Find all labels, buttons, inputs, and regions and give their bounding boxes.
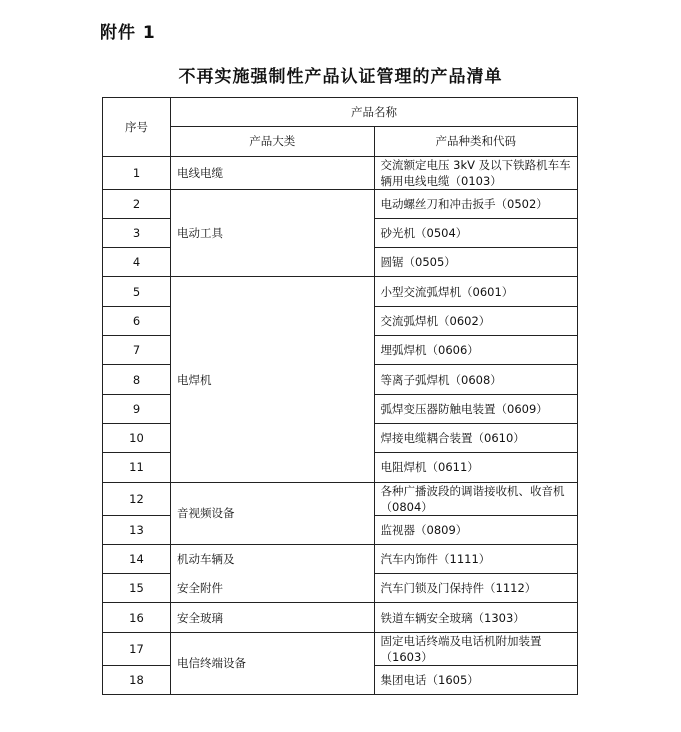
row-seq: 17 bbox=[103, 632, 171, 665]
row-seq: 3 bbox=[103, 218, 171, 247]
row-seq: 7 bbox=[103, 336, 171, 365]
row-product: 固定电话终端及电话机附加装置（1603） bbox=[374, 632, 578, 665]
row-seq: 13 bbox=[103, 515, 171, 544]
document-title: 不再实施强制性产品认证管理的产品清单 bbox=[178, 67, 503, 87]
row-seq: 8 bbox=[103, 365, 171, 394]
row-product: 监视器（0809） bbox=[374, 515, 578, 544]
table-row bbox=[103, 574, 578, 603]
attachment-label: 附件 1 bbox=[100, 23, 156, 43]
header-seq: 序号 bbox=[103, 98, 171, 157]
row-product: 交流弧焊机（0602） bbox=[374, 306, 578, 335]
row-product: 电动螺丝刀和冲击扳手（0502） bbox=[374, 189, 578, 218]
row-product: 汽车内饰件（1111） bbox=[374, 544, 578, 573]
row-seq: 18 bbox=[103, 665, 171, 694]
row-seq: 15 bbox=[103, 574, 171, 603]
row-category: 机动车辆及 bbox=[171, 544, 375, 573]
table-header-row bbox=[103, 98, 578, 127]
table-row bbox=[103, 189, 578, 218]
row-product: 砂光机（0504） bbox=[374, 218, 578, 247]
row-seq: 16 bbox=[103, 603, 171, 632]
row-category: 音视频设备 bbox=[171, 482, 375, 544]
row-seq: 5 bbox=[103, 277, 171, 306]
table-row bbox=[103, 632, 578, 665]
row-product: 埋弧焊机（0606） bbox=[374, 336, 578, 365]
header-category: 产品大类 bbox=[171, 127, 375, 156]
row-seq: 4 bbox=[103, 248, 171, 277]
row-product: 小型交流弧焊机（0601） bbox=[374, 277, 578, 306]
row-category: 安全玻璃 bbox=[171, 603, 375, 632]
table-row bbox=[103, 603, 578, 632]
row-product: 弧焊变压器防触电装置（0609） bbox=[374, 394, 578, 423]
row-seq: 11 bbox=[103, 453, 171, 482]
table-row bbox=[103, 277, 578, 306]
table-subheader-row bbox=[103, 127, 578, 156]
row-seq: 14 bbox=[103, 544, 171, 573]
row-product: 等离子弧焊机（0608） bbox=[374, 365, 578, 394]
row-category: 电焊机 bbox=[171, 277, 375, 482]
row-category: 电信终端设备 bbox=[171, 632, 375, 694]
row-product: 交流额定电压 3kV 及以下铁路机车车辆用电线电缆（0103） bbox=[374, 156, 578, 189]
row-seq: 12 bbox=[103, 482, 171, 515]
header-type-code: 产品种类和代码 bbox=[374, 127, 578, 156]
header-product-name: 产品名称 bbox=[171, 98, 578, 127]
row-product: 电阻焊机（0611） bbox=[374, 453, 578, 482]
table-row bbox=[103, 156, 578, 189]
table-row bbox=[103, 482, 578, 515]
row-category: 电动工具 bbox=[171, 189, 375, 277]
row-product: 圆锯（0505） bbox=[374, 248, 578, 277]
product-list-table bbox=[102, 97, 578, 695]
table-row bbox=[103, 544, 578, 573]
row-seq: 1 bbox=[103, 156, 171, 189]
row-product: 集团电话（1605） bbox=[374, 665, 578, 694]
row-category: 安全附件 bbox=[171, 574, 375, 603]
row-product: 焊接电缆耦合装置（0610） bbox=[374, 423, 578, 452]
row-product: 各种广播波段的调谐接收机、收音机（0804） bbox=[374, 482, 578, 515]
row-seq: 6 bbox=[103, 306, 171, 335]
row-product: 铁道车辆安全玻璃（1303） bbox=[374, 603, 578, 632]
row-seq: 10 bbox=[103, 423, 171, 452]
row-seq: 9 bbox=[103, 394, 171, 423]
row-product: 汽车门锁及门保持件（1112） bbox=[374, 574, 578, 603]
row-seq: 2 bbox=[103, 189, 171, 218]
row-category: 电线电缆 bbox=[171, 156, 375, 189]
